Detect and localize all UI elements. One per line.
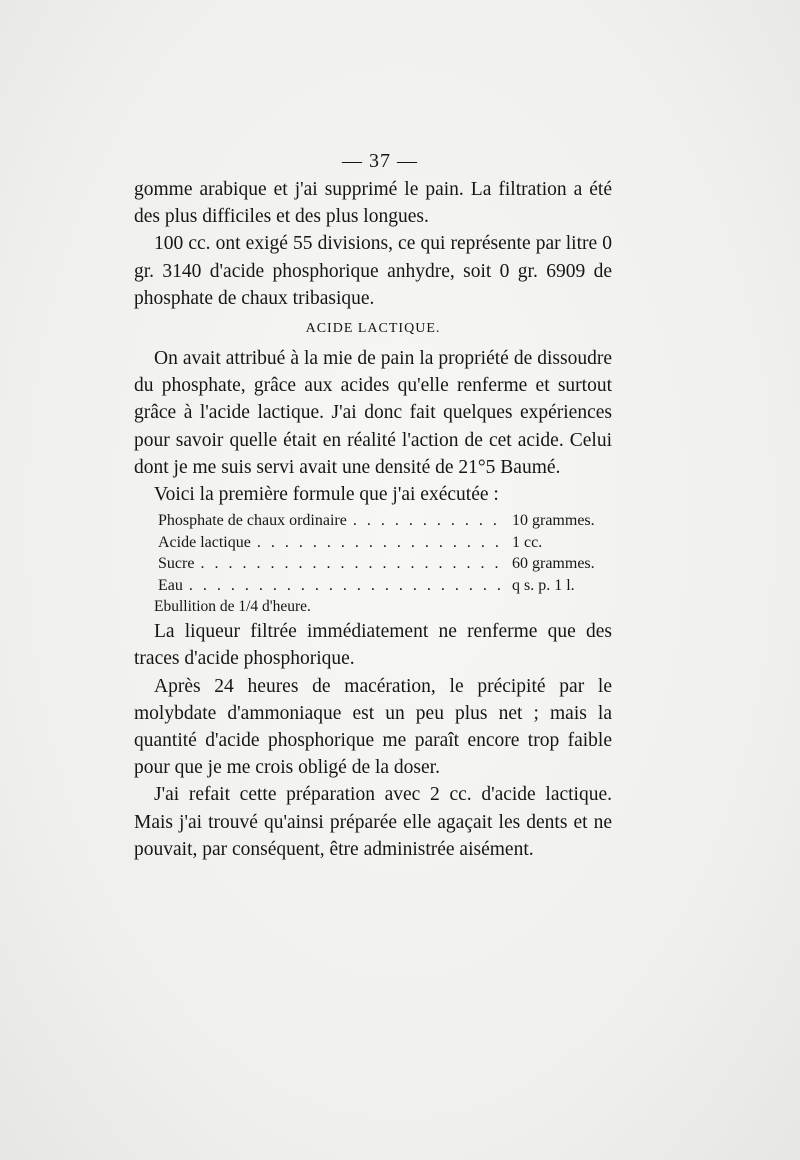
ingredient-name: Phosphate de chaux ordinaire [158, 512, 347, 530]
leader-dots [189, 575, 506, 597]
paragraph: J'ai refait cette préparation avec 2 cc. d'acide lactique. Mais j'ai trouvé qu'ainsi préparée elle agaçait les dents et ne pouvait, par conséquent, être administrée aisément. [134, 784, 612, 860]
formula-row [158, 532, 612, 554]
ingredient-name: Eau [158, 576, 183, 594]
paragraph: 100 cc. ont exigé 55 divisions, ce qui représente par litre 0 gr. 3140 d'acide phosphorique anhydre, soit 0 gr. 6909 de phosphate de chaux tribasique. [134, 233, 612, 309]
leader-dots [257, 532, 506, 554]
boiling-note: Ebullition de 1/4 d'heure. [154, 598, 311, 616]
paragraph: gomme arabique et j'ai supprimé le pain. La filtration a été des plus difficiles et des plus longues. [134, 179, 612, 228]
ingredient-quantity: 10 grammes. [512, 512, 595, 530]
leader-dots [353, 510, 506, 532]
paragraph: La liqueur filtrée immédiatement ne renferme que des traces d'acide phosphorique. [134, 621, 612, 670]
paragraph: Voici la première formule que j'ai exécutée : [154, 484, 499, 506]
ingredient-name: Acide lactique [158, 533, 251, 551]
body-text [134, 176, 612, 863]
formula-row [158, 575, 612, 597]
ingredient-quantity: q s. p. 1 l. [512, 576, 575, 594]
paragraph: Après 24 heures de macération, le précipité par le molybdate d'ammoniaque est un peu plus net ; mais la quantité d'acide phosphorique me paraît encore trop faible pour que je me crois obligé de la doser. [134, 675, 612, 779]
ingredient-name: Sucre [158, 555, 195, 573]
formula-row [158, 553, 612, 575]
ingredient-quantity: 1 cc. [512, 533, 543, 551]
leader-dots [200, 553, 506, 575]
formula-list [158, 510, 612, 596]
paragraph: On avait attribué à la mie de pain la propriété de dissoudre du phosphate, grâce aux acides qu'elle renferme et surtout grâce à l'acide lactique. J'ai donc fait quelques expériences pour savoir quelle était en réalité l'action de cet acide. Celui dont je me suis servi avait une densité de 21°5 Baumé. [134, 348, 612, 478]
page-number: — 37 — [342, 150, 418, 172]
ingredient-quantity: 60 grammes. [512, 555, 595, 573]
formula-row [158, 510, 612, 532]
section-heading: ACIDE LACTIQUE. [305, 321, 441, 337]
